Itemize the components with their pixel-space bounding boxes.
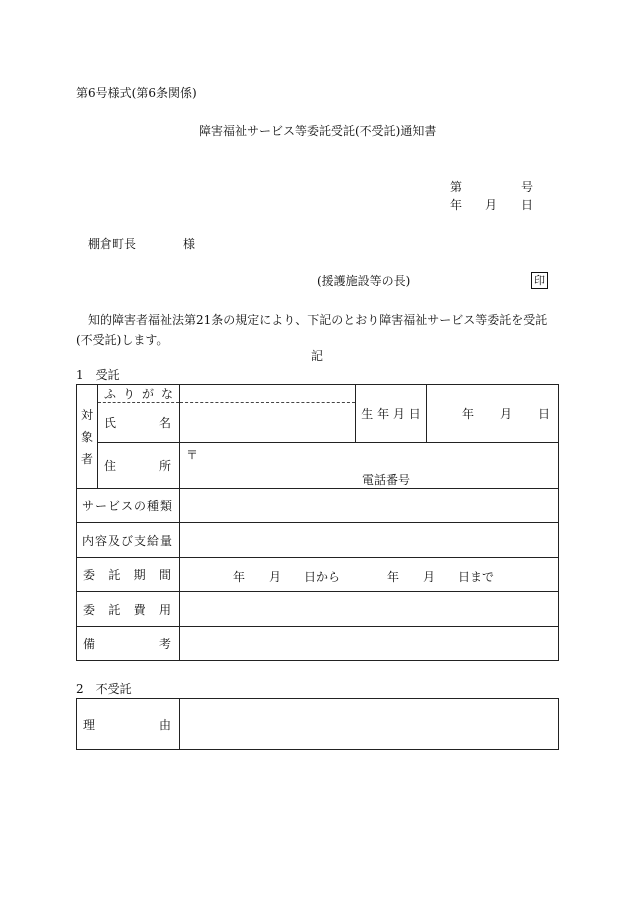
name-value[interactable] xyxy=(180,403,356,443)
postal-mark: 〒 xyxy=(186,448,199,462)
reason-value[interactable] xyxy=(180,699,559,750)
doc-no-suffix: 号 xyxy=(521,180,534,194)
date-month: 月 xyxy=(485,198,498,212)
doc-no-prefix: 第 xyxy=(450,180,463,194)
remarks-value[interactable] xyxy=(180,627,559,661)
address-label: 住 所 xyxy=(98,443,180,489)
document-title: 障害福祉サービス等委託受託(不受託)通知書 xyxy=(199,124,437,138)
addressee-name: 棚倉町長 xyxy=(88,237,137,251)
sender-label: (援護施設等の長) xyxy=(317,274,411,288)
remarks-label: 備 考 xyxy=(77,627,180,661)
date-day: 日 xyxy=(521,198,534,212)
intro-text: 知的障害者福祉法第21条の規定により、下記のとおり障害福祉サービス等委託を受託(不受託)します。 xyxy=(76,313,548,347)
name-label: 氏 名 xyxy=(98,403,180,443)
addressee-honorific: 様 xyxy=(183,237,196,251)
phone-label: 電話番号 xyxy=(362,473,411,487)
address-value[interactable] xyxy=(180,443,559,489)
dob-value[interactable]: 年 月 日 xyxy=(427,385,559,443)
service-type-label: サービスの種類 xyxy=(77,489,180,523)
subject-label-cell: 対 象 者 xyxy=(77,385,98,489)
content-amount-label: 内容及び支給量 xyxy=(77,523,180,558)
refusal-table xyxy=(76,698,559,750)
acceptance-table xyxy=(76,384,559,661)
cost-label: 委 託 費 用 xyxy=(77,592,180,627)
seal-mark: 印 xyxy=(531,272,548,289)
content-amount-value[interactable] xyxy=(180,523,559,558)
furigana-value[interactable] xyxy=(180,385,356,403)
ki-heading: 記 xyxy=(311,349,324,363)
form-number: 第6号様式(第6条関係) xyxy=(76,86,197,100)
service-type-value[interactable] xyxy=(180,489,559,523)
furigana-label: ふ り が な xyxy=(98,385,180,403)
date-year: 年 xyxy=(450,198,463,212)
section1-heading: 1 受託 xyxy=(76,368,120,382)
reason-label: 理 由 xyxy=(77,699,180,750)
period-label: 委 託 期 間 xyxy=(77,558,180,592)
cost-value[interactable] xyxy=(180,592,559,627)
period-value[interactable]: 年 月 日から 年 月 日まで xyxy=(180,558,559,592)
section2-heading: 2 不受託 xyxy=(76,682,132,696)
dob-label: 生 年 月 日 xyxy=(356,385,427,443)
